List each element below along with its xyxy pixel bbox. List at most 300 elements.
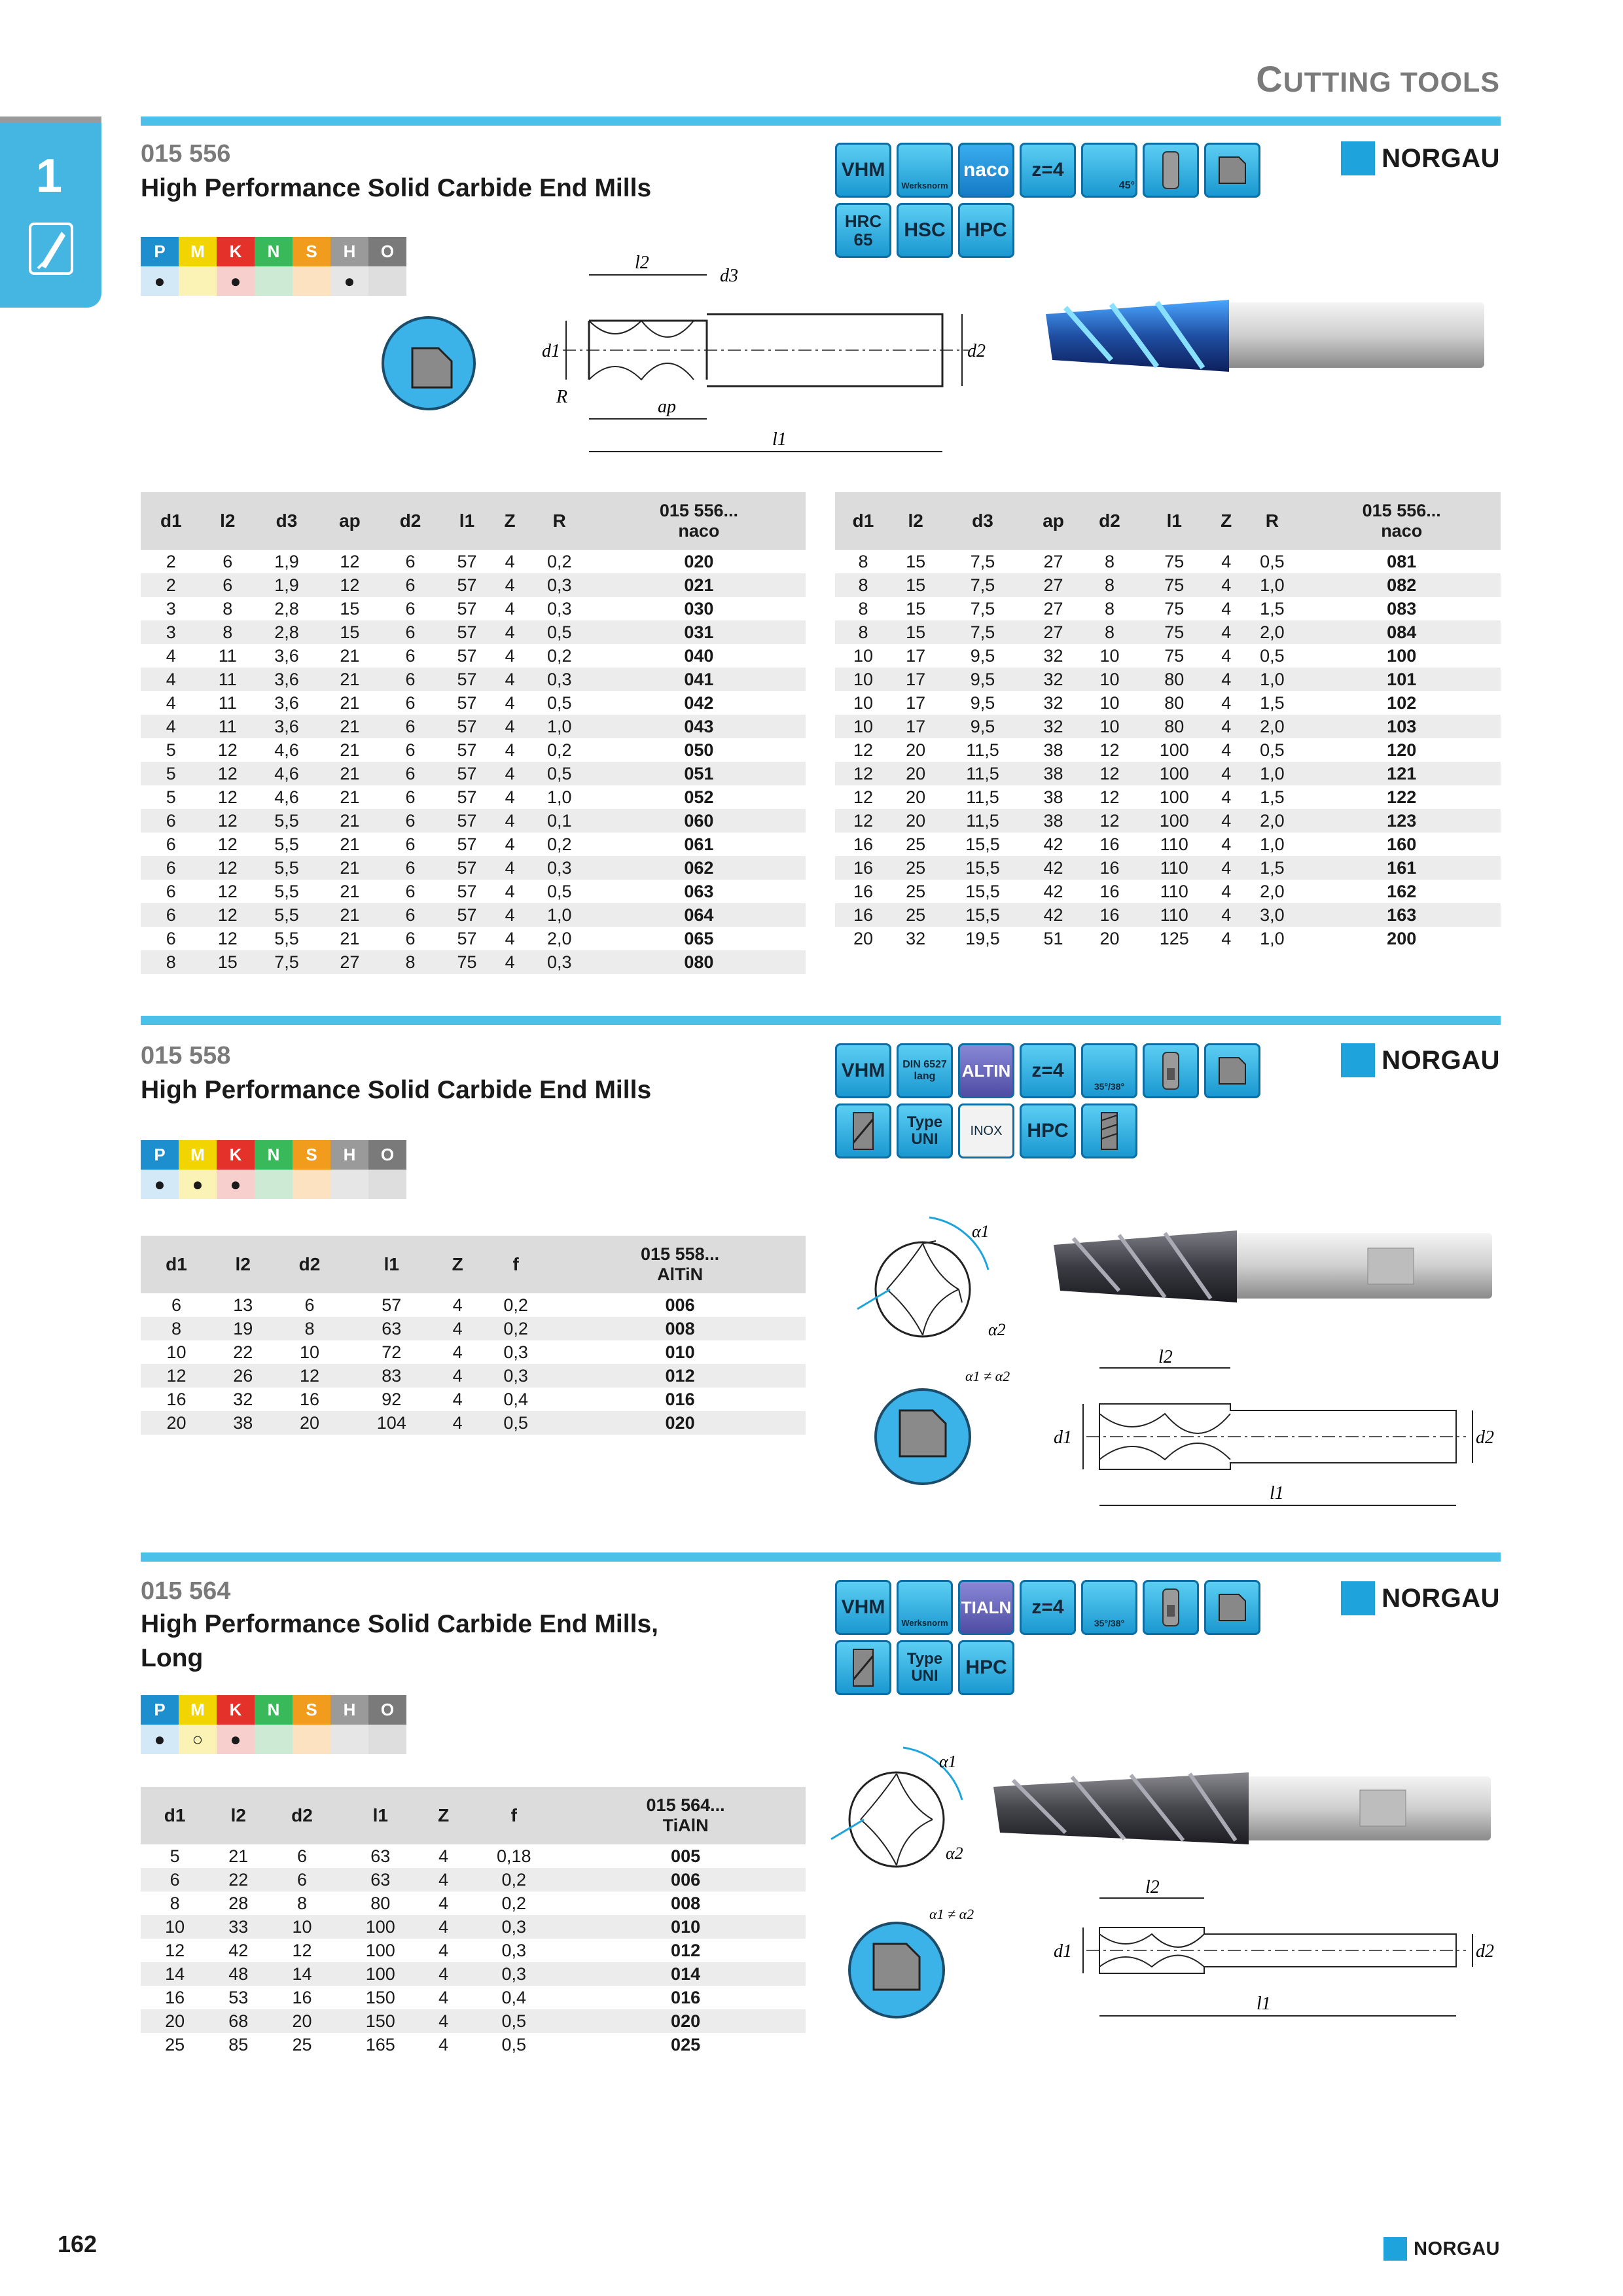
suitability-p: ● (141, 266, 179, 296)
table-cell: 21 (319, 856, 380, 880)
table-cell: 16 (1082, 903, 1138, 927)
badge-hpc: HPC (958, 203, 1014, 258)
table-cell: 6 (304, 1295, 315, 1315)
table-cell: 041 (592, 668, 806, 691)
table-cell: 12 (292, 1940, 312, 1960)
table-cell: 16 (835, 903, 891, 927)
table-cell: 25 (165, 2034, 185, 2054)
table-cell: 80 (1137, 668, 1211, 691)
table-cell: 4 (452, 1342, 463, 1362)
table-row (141, 573, 806, 597)
table-cell: 6 (380, 620, 441, 644)
chapter-number: 1 (35, 150, 63, 202)
table-cell: 5 (166, 740, 176, 760)
material-h: H (330, 1695, 368, 1725)
table-cell: 12 (853, 787, 873, 807)
suitability-p: ● (141, 1725, 179, 1754)
table-row (141, 691, 806, 715)
table-cell: 8 (141, 950, 202, 974)
table-row (141, 1915, 806, 1939)
label-alpha1: α1 (939, 1752, 957, 1771)
table-cell: 15 (906, 598, 926, 619)
table-cell: 21 (340, 881, 360, 901)
table-cell: 19,5 (965, 928, 1000, 948)
coolant-icon (1081, 1103, 1137, 1158)
material-h: H (330, 1140, 368, 1170)
table-cell: 17 (891, 715, 940, 738)
label-r: R (556, 387, 568, 407)
table-cell: 6 (141, 809, 202, 833)
table-cell: 4 (1221, 740, 1232, 760)
table-cell: 110 (1160, 881, 1188, 901)
helix-icon (835, 1640, 891, 1695)
section-rule (141, 1552, 1501, 1562)
table-cell: 57 (457, 645, 477, 666)
table-row (835, 668, 1501, 691)
table-cell: 1,5 (1260, 598, 1285, 619)
table-cell: 125 (1159, 928, 1189, 948)
badge-vhm: VHM (835, 1580, 891, 1635)
table-cell: 11 (202, 715, 254, 738)
table-cell: 16 (1082, 856, 1138, 880)
page-number: 162 (58, 2231, 98, 2257)
table-cell: 16 (835, 856, 891, 880)
corner-chamfer-icon (1204, 1580, 1260, 1635)
table-cell: 0,5 (501, 2034, 527, 2054)
material-p: P (141, 1140, 179, 1170)
table-cell: 4 (1221, 881, 1232, 901)
table-cell: 0,5 (1260, 645, 1285, 666)
table-cell: 0,5 (527, 762, 592, 785)
table-cell: 4 (1221, 834, 1232, 854)
table-cell: 100 (1159, 787, 1189, 807)
table-cell: 32 (906, 928, 926, 948)
section-rule (141, 1016, 1501, 1025)
table-cell: 6 (166, 834, 176, 854)
spec-table (141, 1787, 806, 2056)
table-cell: 12 (835, 762, 891, 785)
table-cell: 4 (141, 715, 202, 738)
table-cell: 16 (299, 1389, 319, 1409)
table-cell: 16 (853, 881, 873, 901)
table-cell: 10 (1082, 715, 1138, 738)
table-cell: 19 (212, 1317, 274, 1340)
table-cell: 10 (1082, 668, 1138, 691)
table-cell: 6 (380, 762, 441, 785)
table-cell: 12 (165, 1940, 185, 1960)
table-cell: 12 (1082, 762, 1138, 785)
table-cell: 15,5 (940, 856, 1025, 880)
table-cell: 050 (684, 740, 714, 760)
table-cell: 0,3 (527, 856, 592, 880)
table-cell: 11,5 (940, 809, 1025, 833)
table-cell: 0,2 (462, 1868, 565, 1892)
table-cell: 082 (1302, 573, 1501, 597)
table-cell: 2 (166, 551, 176, 571)
table-cell: 8 (141, 1317, 212, 1340)
table-cell: 4 (1221, 551, 1232, 571)
table-cell: 1,0 (1241, 668, 1302, 691)
table-cell: 4 (1211, 715, 1241, 738)
product-title: High Performance Solid Carbide End Mills (141, 174, 652, 202)
table-cell: 12 (202, 856, 254, 880)
table-cell: 1,0 (1260, 928, 1285, 948)
table-cell: 4,6 (254, 762, 319, 785)
table-row (835, 927, 1501, 950)
suitability-h: ● (330, 266, 368, 296)
table-cell: 062 (592, 856, 806, 880)
col-l2: l2 (202, 492, 254, 550)
table-cell: 083 (1387, 598, 1417, 619)
col-l1: l1 (440, 492, 493, 550)
table-cell: 32 (1026, 715, 1082, 738)
table-cell: 0,3 (546, 598, 572, 619)
table-cell: 100 (336, 1915, 425, 1939)
table-cell: 4 (505, 928, 515, 948)
table-cell: 10 (1099, 692, 1120, 713)
table-cell: 27 (1026, 573, 1082, 597)
table-cell: 4 (141, 668, 202, 691)
suitability-o (368, 1725, 406, 1754)
table-cell: 2,8 (274, 598, 299, 619)
table-cell: 0,2 (546, 740, 572, 760)
table-row (835, 762, 1501, 785)
table-row (141, 1340, 806, 1364)
table-cell: 57 (440, 903, 493, 927)
table-cell: 10 (853, 645, 873, 666)
table-cell: 5,5 (254, 903, 319, 927)
table-cell: 12 (835, 809, 891, 833)
table-cell: 4 (438, 1364, 477, 1388)
table-row (141, 550, 806, 573)
table-cell: 15 (340, 598, 360, 619)
col-article: 015 564... TiAlN (565, 1787, 806, 1844)
table-cell: 4 (505, 645, 515, 666)
product-title: High Performance Solid Carbide End Mills (141, 1076, 652, 1104)
badge-helix-angle: 35°/38° (1081, 1043, 1137, 1098)
table-cell: 4 (452, 1389, 463, 1409)
table-cell: 11,5 (966, 740, 999, 760)
material-s: S (293, 1140, 330, 1170)
table-cell: 0,4 (501, 1987, 527, 2007)
table-cell: 14 (268, 1962, 336, 1986)
suitability-s (293, 266, 330, 296)
label-d1: d1 (542, 341, 560, 361)
table-row (141, 738, 806, 762)
badge-vhm: VHM (835, 143, 891, 198)
table-cell: 1,5 (1260, 787, 1285, 807)
table-cell: 42 (1043, 881, 1063, 901)
table-cell: 4 (1221, 928, 1232, 948)
table-cell: 20 (853, 928, 873, 948)
table-cell: 15 (891, 573, 940, 597)
table-cell: 28 (228, 1893, 249, 1913)
label-d2: d2 (1476, 1941, 1494, 1962)
table-row (835, 550, 1501, 573)
table-cell: 12 (853, 740, 873, 760)
label-alpha2: α2 (988, 1320, 1006, 1339)
table-row (835, 809, 1501, 833)
table-cell: 162 (1387, 881, 1417, 901)
table-row (835, 833, 1501, 856)
col-l1: l1 (1137, 492, 1211, 550)
table-cell: 57 (440, 762, 493, 785)
col-d1: d1 (141, 1787, 209, 1844)
table-cell: 4 (493, 856, 527, 880)
suitability-h (330, 1725, 368, 1754)
table-cell: 15 (202, 950, 254, 974)
suitability-h (330, 1170, 368, 1199)
table-row (141, 762, 806, 785)
table-cell: 0,5 (477, 1411, 554, 1435)
helix-icon (835, 1103, 891, 1158)
badge-coating-naco: naco (958, 143, 1014, 198)
table-cell: 0,5 (1260, 551, 1285, 571)
table-cell: 33 (209, 1915, 268, 1939)
table-cell: 32 (233, 1389, 253, 1409)
weldon-shank-icon (1143, 1043, 1199, 1098)
table-cell: 6 (405, 881, 416, 901)
table-cell: 0,3 (527, 950, 592, 974)
table-cell: 10 (268, 1915, 336, 1939)
table-cell: 38 (1043, 740, 1063, 760)
table-cell: 16 (165, 1987, 185, 2007)
label-d2: d2 (1476, 1427, 1494, 1448)
table-cell: 0,3 (503, 1342, 528, 1362)
col-ap: ap (1026, 492, 1082, 550)
material-m: M (179, 237, 217, 266)
table-cell: 8 (202, 620, 254, 644)
table-cell: 20 (906, 740, 926, 760)
col-l2: l2 (212, 1236, 274, 1293)
table-cell: 5,5 (254, 856, 319, 880)
table-cell: 8 (858, 551, 868, 571)
table-cell: 20 (906, 787, 926, 807)
badge-hpc: HPC (958, 1640, 1014, 1695)
col-z: Z (493, 492, 527, 550)
table-cell: 4 (493, 903, 527, 927)
table-cell: 0,3 (462, 1962, 565, 1986)
table-cell: 20 (891, 762, 940, 785)
col-article: 015 556... naco (1302, 492, 1501, 550)
table-cell: 38 (1043, 787, 1063, 807)
table-cell: 052 (684, 787, 714, 807)
table-cell: 100 (1159, 740, 1189, 760)
table-cell: 12 (217, 787, 238, 807)
table-cell: 020 (565, 2009, 806, 2033)
table-cell: 12 (217, 928, 238, 948)
table-cell: 4 (166, 645, 176, 666)
table-cell: 7,5 (940, 620, 1025, 644)
table-cell: 031 (592, 620, 806, 644)
table-cell: 75 (1164, 598, 1185, 619)
col-d1: d1 (141, 1236, 212, 1293)
table-cell: 1,0 (527, 903, 592, 927)
table-cell: 6 (380, 668, 441, 691)
product-photo-naco (1039, 295, 1491, 380)
table-cell: 2 (141, 573, 202, 597)
table-cell: 16 (166, 1389, 187, 1409)
col-r: R (1241, 492, 1302, 550)
material-table (141, 1140, 406, 1199)
table-row (141, 950, 806, 974)
material-m: M (179, 1140, 217, 1170)
table-cell: 0,5 (527, 620, 592, 644)
table-cell: 100 (1387, 645, 1417, 666)
table-row (835, 880, 1501, 903)
table-cell: 006 (665, 1295, 695, 1315)
label-alpha-neq: α1 ≠ α2 (965, 1368, 1010, 1384)
table-cell: 4 (425, 1868, 462, 1892)
table-cell: 4 (1211, 620, 1241, 644)
table-cell: 5 (169, 1846, 180, 1866)
material-p: P (141, 237, 179, 266)
badge-coating-altin: ALTIN (958, 1043, 1014, 1098)
table-cell: 6 (405, 787, 416, 807)
table-cell: 010 (565, 1915, 806, 1939)
table-row (141, 1868, 806, 1892)
table-cell: 4,6 (274, 740, 299, 760)
table-cell: 15 (319, 620, 380, 644)
table-cell: 10 (835, 715, 891, 738)
suitability-n (255, 1725, 293, 1754)
table-cell: 2,0 (1241, 809, 1302, 833)
table-cell: 8 (1082, 573, 1138, 597)
table-cell: 21 (228, 1846, 249, 1866)
table-cell: 012 (554, 1364, 806, 1388)
material-m: M (179, 1695, 217, 1725)
product-code: 015 558 (141, 1042, 231, 1069)
table-cell: 005 (671, 1846, 701, 1866)
table-cell: 1,0 (546, 787, 572, 807)
table-cell: 020 (684, 551, 714, 571)
table-cell: 6 (405, 834, 416, 854)
table-cell: 6 (380, 903, 441, 927)
table-cell: 21 (319, 668, 380, 691)
table-cell: 150 (365, 1987, 395, 2007)
table-cell: 6 (202, 573, 254, 597)
table-cell: 4 (166, 692, 176, 713)
chapter-tab[interactable] (0, 117, 101, 308)
table-cell: 4 (493, 620, 527, 644)
brand-logo: NORGAU (1341, 1043, 1500, 1077)
table-cell: 2,8 (254, 620, 319, 644)
table-cell: 57 (440, 620, 493, 644)
col-f: f (477, 1236, 554, 1293)
table-cell: 11,5 (940, 762, 1025, 785)
table-cell: 060 (592, 809, 806, 833)
label-l1: l1 (772, 429, 787, 450)
table-row (141, 1892, 806, 1915)
table-cell: 15,5 (965, 834, 1000, 854)
table-cell: 12 (202, 903, 254, 927)
col-d2: d2 (380, 492, 441, 550)
material-s: S (293, 237, 330, 266)
material-o: O (368, 1695, 406, 1725)
spec-table-right (835, 492, 1501, 950)
table-cell: 12 (217, 740, 238, 760)
label-d3: d3 (720, 266, 738, 286)
table-cell: 0,2 (546, 551, 572, 571)
table-cell: 25 (292, 2034, 312, 2054)
table-cell: 15 (906, 551, 926, 571)
col-article: 015 556... naco (592, 492, 806, 550)
table-cell: 110 (1137, 903, 1211, 927)
table-cell: 4 (1211, 809, 1241, 833)
table-cell: 21 (340, 740, 360, 760)
table-cell: 4 (505, 787, 515, 807)
table-cell: 6 (166, 928, 176, 948)
badge-werksnorm: Werksnorm (897, 143, 953, 198)
table-cell: 21 (340, 787, 360, 807)
table-cell: 025 (671, 2034, 701, 2054)
table-cell: 20 (268, 2009, 336, 2033)
table-cell: 6 (380, 809, 441, 833)
table-cell: 6 (141, 1868, 209, 1892)
table-cell: 020 (554, 1411, 806, 1435)
table-cell: 0,5 (546, 881, 572, 901)
table-cell: 6 (268, 1868, 336, 1892)
material-k: K (217, 1140, 255, 1170)
table-cell: 20 (1099, 928, 1120, 948)
table-cell: 21 (319, 762, 380, 785)
table-cell: 57 (440, 856, 493, 880)
corner-chamfer-icon (1204, 1043, 1260, 1098)
table-cell: 123 (1302, 809, 1501, 833)
label-l2: l2 (1145, 1877, 1160, 1897)
table-cell: 010 (665, 1342, 695, 1362)
table-cell: 4 (1211, 573, 1241, 597)
table-cell: 27 (1026, 620, 1082, 644)
badge-coating-tialn: TIALN (958, 1580, 1014, 1635)
table-row (141, 1939, 806, 1962)
table-row (141, 927, 806, 950)
header-rule (141, 117, 1501, 126)
material-n: N (255, 1695, 293, 1725)
material-n: N (255, 1140, 293, 1170)
table-row (835, 738, 1501, 762)
table-cell: 016 (665, 1389, 695, 1409)
table-cell: 12 (1099, 787, 1120, 807)
table-cell: 4 (505, 740, 515, 760)
table-cell: 4 (493, 573, 527, 597)
label-l2: l2 (1158, 1347, 1173, 1367)
table-cell: 8 (223, 598, 233, 619)
table-cell: 57 (457, 881, 477, 901)
table-cell: 0,4 (503, 1389, 528, 1409)
table-cell: 25 (906, 834, 926, 854)
table-cell: 104 (345, 1411, 438, 1435)
table-cell: 20 (274, 1411, 345, 1435)
table-cell: 6 (405, 740, 416, 760)
table-cell: 5,5 (254, 809, 319, 833)
suitability-n (255, 1170, 293, 1199)
table-cell: 4 (493, 715, 527, 738)
table-cell: 6 (405, 928, 416, 948)
table-cell: 163 (1302, 903, 1501, 927)
suitability-p: ● (141, 1170, 179, 1199)
col-l1: l1 (336, 1787, 425, 1844)
table-row (835, 785, 1501, 809)
table-cell: 42 (1026, 856, 1082, 880)
table-cell: 0,5 (462, 2009, 565, 2033)
label-ap: ap (658, 397, 676, 417)
table-cell: 10 (835, 668, 891, 691)
table-cell: 9,5 (970, 692, 995, 713)
table-cell: 21 (319, 809, 380, 833)
table-cell: 11 (218, 645, 237, 666)
table-row (141, 1986, 806, 2009)
